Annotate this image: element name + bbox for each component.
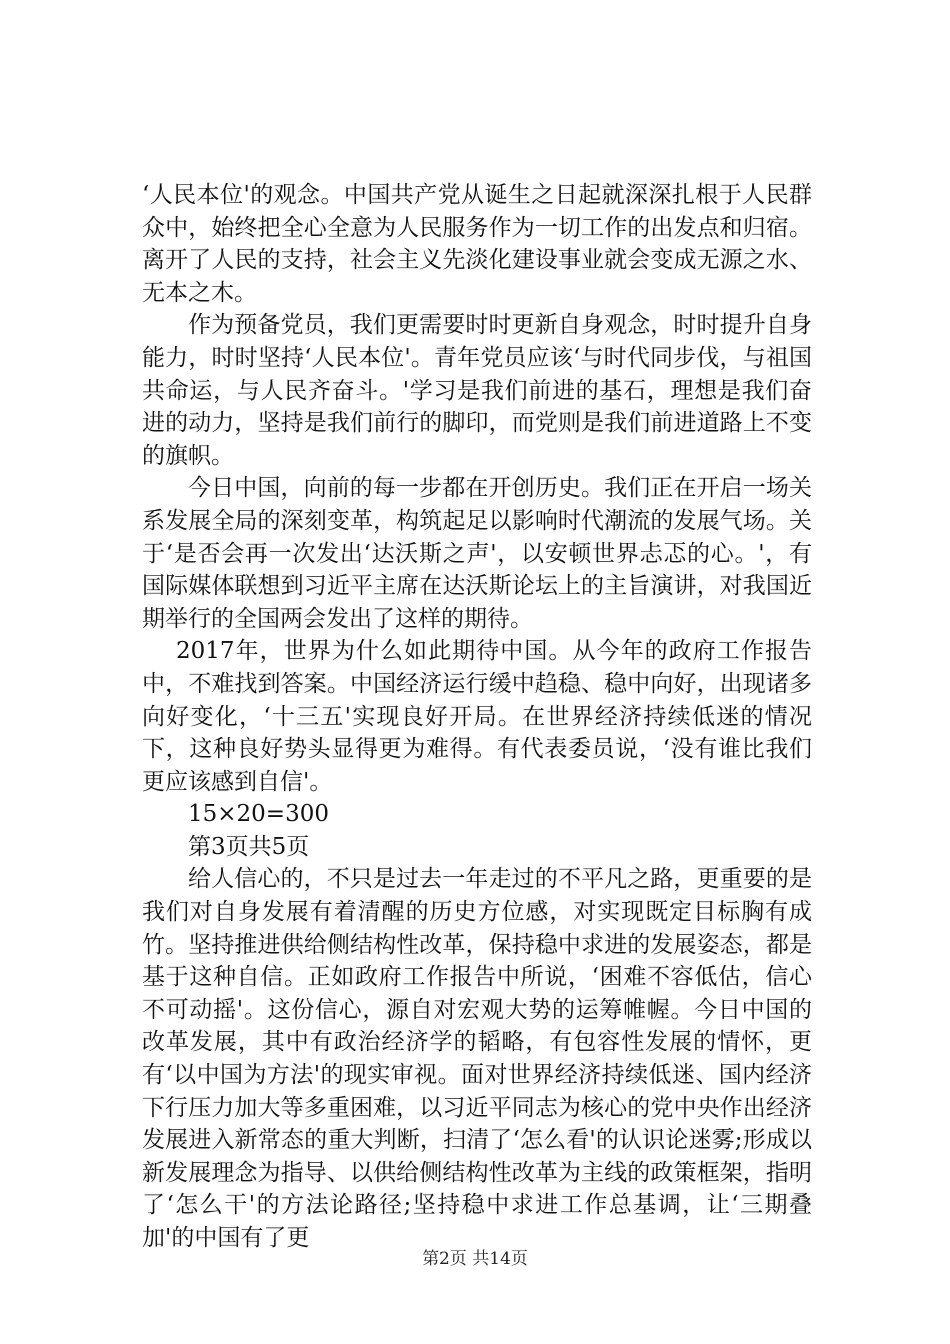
paragraph-4: 2017年，世界为什么如此期待中国。从今年的政府工作报告中，不难找到答案。中国经济运行缓中趋稳、稳中向好，出现诸多向好变化，‘十三五'实现良好开局。在世界经济持续低迷的情况下，这种良好势头显得更为难得。有代表委员说，‘没有谁比我们更应该感到自信'。 [142, 638, 812, 795]
paragraph-2: 作为预备党员，我们更需要时时更新自身观念，时时提升自身能力，时时坚持‘人民本位'。青年党员应该‘与时代同步伐，与祖国共命运，与人民齐奋斗。'学习是我们前进的基石，理想是我们奋进的动力，坚持是我们前行的脚印，而党则是我们前进道路上不变的旗帜。 [142, 312, 812, 469]
paragraph-3: 今日中国，向前的每一步都在开创历史。我们正在开启一场关系发展全局的深刻变革，构筑起足以影响时代潮流的发展气场。关于‘是否会再一次发出‘达沃斯之声'，以安顿世界忐忑的心。'，有国际媒体联想到习近平主席在达沃斯论坛上的主旨演讲，对我国近期举行的全国两会发出了这样的期待。 [142, 475, 812, 632]
document-body [142, 179, 812, 1255]
paragraph-1: ‘人民本位'的观念。中国共产党从诞生之日起就深深扎根于人民群众中，始终把全心全意为人民服务作为一切工作的出发点和归宿。离开了人民的支持，社会主义先淡化建设事业就会变成无源之水、无本之木。 [142, 182, 812, 306]
paragraph-5: 给人信心的，不只是过去一年走过的不平凡之路，更重要的是我们对自身发展有着清醒的历史方位感，对实现既定目标胸有成竹。坚持推进供给侧结构性改革，保持稳中求进的发展姿态，都是基于这种自信。正如政府工作报告中所说，‘困难不容低估，信心不可动摇'。这份信心，源自对宏观大势的运筹帷幄。今日中国的改革发展，其中有政治经济学的韬略，有包容性发展的情怀，更有‘以中国为方法'的现实审视。面对世界经济持续低迷、国内经济下行压力加大等多重困难，以习近平同志为核心的党中央作出经济发展进入新常态的重大判断，扫清了‘怎么看'的认识论迷雾;形成以新发展理念为指导、以供给侧结构性改革为主线的政策框架，指明了‘怎么干'的方法论路径;坚持稳中求进工作总基调，让‘三期叠加'的中国有了更 [142, 866, 812, 1251]
page-footer: 第2页 共14页 [422, 1249, 528, 1269]
inline-page-marker: 第3页共5页 [188, 833, 310, 860]
formula-line: 15×20=300 [188, 801, 329, 828]
